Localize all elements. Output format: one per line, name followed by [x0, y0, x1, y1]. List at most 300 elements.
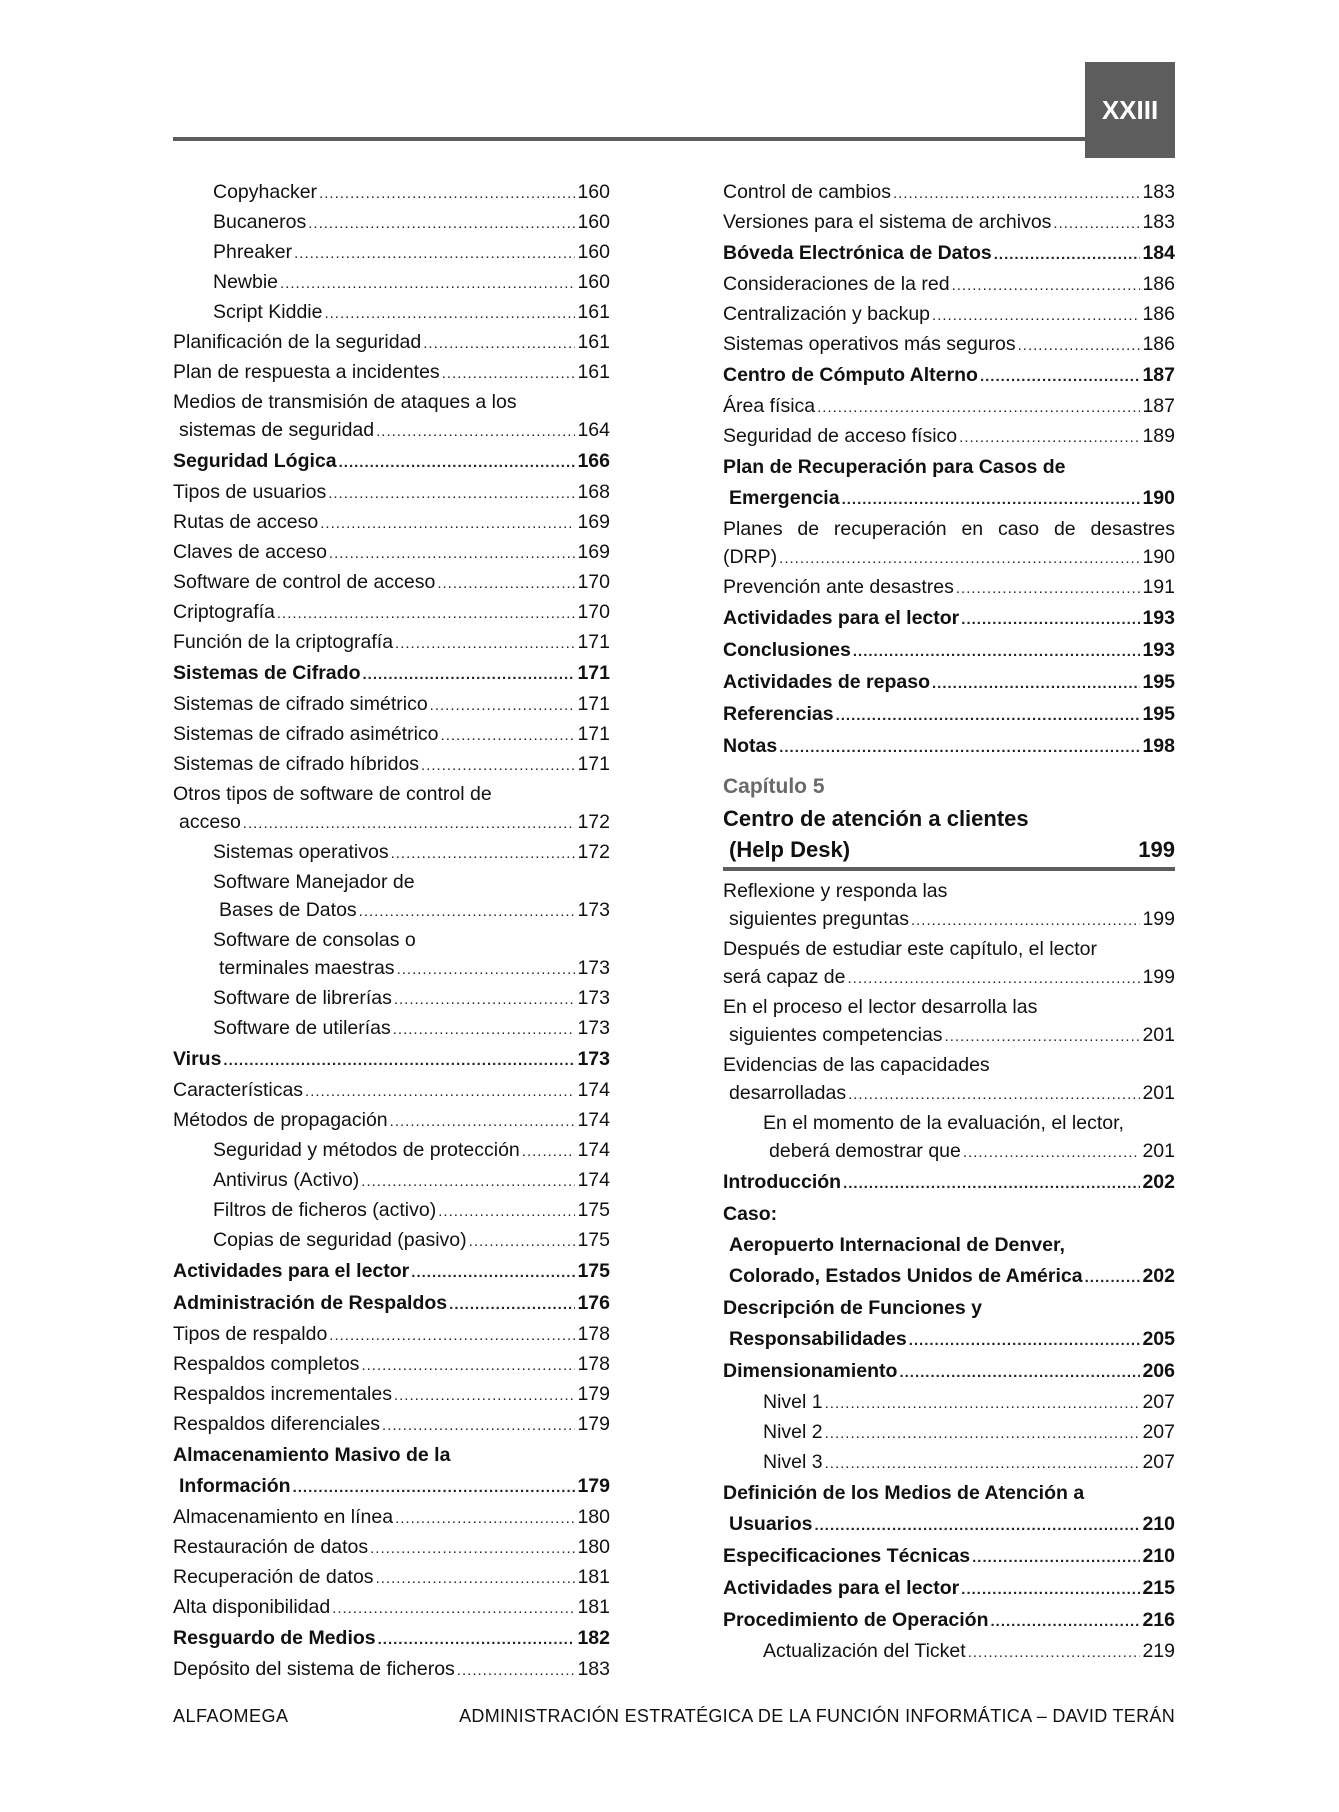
- toc-entry-page: 190: [1142, 487, 1175, 509]
- toc-entry-page: 186: [1142, 273, 1175, 295]
- dot-leader: [848, 965, 1141, 993]
- toc-entry: [723, 1079, 1175, 1109]
- toc-entry-page: 170: [577, 601, 610, 623]
- toc-entry-title: Recuperación de datos: [173, 1566, 374, 1588]
- toc-entry-title: Versiones para el sistema de archivos: [723, 211, 1052, 233]
- dot-leader: [956, 575, 1141, 603]
- toc-entry-title: Respaldos incrementales: [173, 1383, 392, 1405]
- dot-leader: [1018, 332, 1141, 360]
- toc-entry-title: Criptografía: [173, 601, 275, 623]
- toc-entry: [173, 358, 610, 388]
- toc-right-top: [723, 178, 1175, 763]
- toc-entry: [723, 731, 1175, 763]
- toc-entry-title: Filtros de ficheros (activo): [213, 1199, 437, 1221]
- dot-leader: [370, 1535, 575, 1563]
- dot-leader: [932, 302, 1140, 330]
- dot-leader: [1085, 1262, 1141, 1293]
- toc-entry-page: 174: [577, 1079, 610, 1101]
- toc-entry-title: Especificaciones Técnicas: [723, 1545, 971, 1567]
- toc-entry-title: Nivel 1: [763, 1391, 823, 1413]
- toc-entry: [173, 208, 610, 238]
- toc-word: Planes: [723, 518, 783, 540]
- toc-entry-title: Software de librerías: [213, 987, 392, 1009]
- toc-entry-line: Después de estudiar este capítulo, el lector: [723, 938, 1097, 960]
- toc-entry-page: 186: [1142, 333, 1175, 355]
- dot-leader: [277, 600, 576, 628]
- toc-entry-page: 174: [577, 1169, 610, 1191]
- toc-entry-page: 180: [577, 1506, 610, 1528]
- toc-entry: [173, 1166, 610, 1196]
- toc-entry-line: Medios de transmisión de ataques a los: [173, 391, 517, 413]
- toc-entry: [723, 1261, 1175, 1293]
- toc-entry-title: Almacenamiento en línea: [173, 1506, 394, 1528]
- toc-entry: [173, 1471, 610, 1503]
- toc-entry: [723, 1448, 1175, 1478]
- toc-entry-line: Descripción de Funciones y: [723, 1297, 982, 1319]
- toc-word: en: [961, 518, 984, 540]
- dot-leader: [836, 700, 1141, 731]
- toc-entry: [723, 238, 1175, 270]
- toc-entry-title: Respaldos diferenciales: [173, 1413, 381, 1435]
- toc-entry-page: 160: [577, 271, 610, 293]
- toc-entry: [173, 328, 610, 358]
- footer-book-title: ADMINISTRACIÓN ESTRATÉGICA DE LA FUNCIÓN INFORMÁTICA – DAVID TERÁN: [459, 1706, 1175, 1726]
- toc-entry-page: 171: [577, 753, 610, 775]
- toc-entry-title: Administración de Respaldos: [173, 1292, 448, 1314]
- toc-entry-line: Aeropuerto Internacional de Denver,: [729, 1234, 1065, 1256]
- toc-entry-page: 179: [577, 1383, 610, 1405]
- toc-entry-page: 202: [1142, 1265, 1175, 1287]
- toc-entry-page: 179: [577, 1475, 610, 1497]
- dot-leader: [825, 1390, 1141, 1418]
- toc-entry-page: 207: [1142, 1391, 1175, 1413]
- toc-entry-page: 168: [577, 481, 610, 503]
- dot-leader: [421, 752, 575, 780]
- toc-entry: [723, 1541, 1175, 1573]
- toc-entry-title: Claves de acceso: [173, 541, 327, 563]
- toc-entry-page: 205: [1142, 1328, 1175, 1350]
- toc-entry: [173, 538, 610, 568]
- toc-entry-title: Actividades de repaso: [723, 671, 930, 693]
- toc-entry: [723, 1605, 1175, 1637]
- chapter-title-row: [723, 834, 1175, 865]
- toc-entry-title: siguientes competencias: [729, 1024, 943, 1046]
- toc-entry-title: Actividades para el lector: [173, 1260, 410, 1282]
- toc-entry-line: Almacenamiento Masivo de la: [173, 1444, 451, 1466]
- dot-leader: [280, 270, 575, 298]
- toc-entry: [723, 1418, 1175, 1448]
- toc-entry-page: 171: [577, 723, 610, 745]
- toc-entry-title: Antivirus (Activo): [213, 1169, 360, 1191]
- toc-entry: [173, 1226, 610, 1256]
- toc-entry-title: Nivel 3: [763, 1451, 823, 1473]
- toc-entry-title: Alta disponibilidad: [173, 1596, 331, 1618]
- dot-leader: [961, 604, 1140, 635]
- dot-leader: [329, 540, 576, 568]
- toc-entry: [723, 905, 1175, 935]
- toc-entry-title: Sistemas de cifrado asimétrico: [173, 723, 439, 745]
- toc-right-column: [723, 178, 1175, 1667]
- toc-right-bottom: [723, 877, 1175, 1667]
- toc-entry-title: Actividades para el lector: [723, 1577, 960, 1599]
- dot-leader: [395, 1505, 575, 1533]
- toc-entry-page: 201: [1142, 1024, 1175, 1046]
- toc-entry-page: 172: [577, 811, 610, 833]
- toc-entry-title: Colorado, Estados Unidos de América: [729, 1265, 1083, 1287]
- dot-leader: [961, 1574, 1140, 1605]
- dot-leader: [391, 840, 576, 868]
- toc-entry-page: 173: [577, 987, 610, 1009]
- toc-entry-page: 183: [1142, 211, 1175, 233]
- toc-entry: [723, 699, 1175, 731]
- dot-leader: [361, 1168, 575, 1196]
- dot-leader: [779, 545, 1140, 573]
- toc-word: caso: [997, 518, 1040, 540]
- toc-entry-title: Procedimiento de Operación: [723, 1609, 989, 1631]
- toc-entry: [173, 1076, 610, 1106]
- toc-entry: [723, 392, 1175, 422]
- toc-entry: [173, 838, 610, 868]
- toc-entry-page: 160: [577, 211, 610, 233]
- dot-leader: [945, 1023, 1141, 1051]
- toc-entry-page: 198: [1142, 735, 1175, 757]
- toc-entry-page: 174: [577, 1139, 610, 1161]
- toc-entry-title: Tipos de respaldo: [173, 1323, 328, 1345]
- toc-entry-page: 182: [577, 1627, 610, 1649]
- toc-entry-title: Sistemas operativos más seguros: [723, 333, 1016, 355]
- dot-leader: [324, 300, 575, 328]
- toc-entry: [173, 238, 610, 268]
- toc-entry: [173, 1106, 610, 1136]
- toc-entry-line: Plan de Recuperación para Casos de: [723, 456, 1066, 478]
- chapter-title: Centro de atención a clientes: [723, 806, 1029, 831]
- toc-entry: [173, 1503, 610, 1533]
- toc-entry-page: 173: [577, 899, 610, 921]
- toc-entry-line: Otros tipos de software de control de: [173, 783, 492, 805]
- toc-entry: [173, 720, 610, 750]
- dot-leader: [320, 510, 575, 538]
- dot-leader: [332, 1595, 575, 1623]
- toc-entry-page: 191: [1142, 576, 1175, 598]
- toc-entry-title: Área física: [723, 395, 816, 417]
- dot-leader: [952, 272, 1141, 300]
- toc-entry-line: Software Manejador de: [213, 871, 415, 893]
- dot-leader: [294, 240, 575, 268]
- toc-entry-title: Dimensionamiento: [723, 1360, 898, 1382]
- dot-leader: [362, 659, 575, 690]
- dot-leader: [469, 1228, 576, 1256]
- toc-entry: [723, 1637, 1175, 1667]
- toc-entry-line: En el momento de la evaluación, el lector,: [763, 1112, 1124, 1134]
- toc-entry-title: Tipos de usuarios: [173, 481, 327, 503]
- toc-entry-title: Control de cambios: [723, 181, 891, 203]
- dot-leader: [843, 1168, 1140, 1199]
- dot-leader: [893, 180, 1140, 208]
- toc-entry-title: Actividades para el lector: [723, 607, 960, 629]
- dot-leader: [442, 360, 576, 388]
- dot-leader: [522, 1138, 576, 1166]
- toc-entry-page: 164: [577, 419, 610, 441]
- page-number-tab: [1085, 62, 1175, 158]
- dot-leader: [842, 484, 1141, 515]
- dot-leader: [339, 447, 576, 478]
- toc-entry-title: Consideraciones de la red: [723, 273, 950, 295]
- dot-leader: [382, 1412, 575, 1440]
- toc-entry-page: 201: [1142, 1140, 1175, 1162]
- toc-entry-page: 183: [1142, 181, 1175, 203]
- toc-entry: [723, 635, 1175, 667]
- toc-entry-page: 199: [1142, 908, 1175, 930]
- header-rule: [173, 137, 1085, 141]
- toc-entry: [173, 1380, 610, 1410]
- dot-leader: [1053, 210, 1140, 238]
- toc-entry-page: 173: [577, 1017, 610, 1039]
- toc-entry-title: Planificación de la seguridad: [173, 331, 422, 353]
- toc-entry-title: sistemas de seguridad: [179, 419, 375, 441]
- toc-entry-page: 216: [1142, 1609, 1175, 1631]
- toc-entry-page: 176: [577, 1292, 610, 1314]
- toc-entry-page: 187: [1142, 395, 1175, 417]
- toc-entry-title: acceso: [179, 811, 241, 833]
- toc-entry: [173, 1533, 610, 1563]
- toc-word: desastres: [1090, 518, 1175, 540]
- toc-entry-title: Usuarios: [729, 1513, 813, 1535]
- toc-entry: [723, 1324, 1175, 1356]
- toc-entry-page: 210: [1142, 1513, 1175, 1535]
- dot-leader: [437, 570, 575, 598]
- toc-entry-line: Software de consolas o: [213, 929, 416, 951]
- dot-leader: [430, 692, 576, 720]
- dot-leader: [376, 1565, 576, 1593]
- toc-entry: [723, 178, 1175, 208]
- toc-entry-title: Resguardo de Medios: [173, 1627, 376, 1649]
- dot-leader: [449, 1289, 575, 1320]
- toc-entry-title: Rutas de acceso: [173, 511, 319, 533]
- dot-leader: [359, 898, 576, 926]
- toc-entry-page: 207: [1142, 1451, 1175, 1473]
- toc-entry-page: 195: [1142, 671, 1175, 693]
- toc-entry-title: Referencias: [723, 703, 834, 725]
- toc-entry-title: Bóveda Electrónica de Datos: [723, 242, 992, 264]
- toc-entry: [723, 1573, 1175, 1605]
- toc-entry-page: 175: [577, 1260, 610, 1282]
- toc-entry-page: 189: [1142, 425, 1175, 447]
- toc-entry-page: 178: [577, 1323, 610, 1345]
- toc-entry: [173, 690, 610, 720]
- page-number: XXIII: [1101, 94, 1159, 125]
- toc-entry-title: Newbie: [213, 271, 279, 293]
- toc-entry-title: Nivel 2: [763, 1421, 823, 1443]
- toc-entry-title: Copias de seguridad (pasivo): [213, 1229, 467, 1251]
- toc-entry: [173, 1593, 610, 1623]
- toc-entry: [173, 1655, 610, 1685]
- toc-entry-line: Caso:: [723, 1203, 778, 1225]
- dot-leader: [395, 630, 575, 658]
- toc-entry-page: 181: [577, 1596, 610, 1618]
- toc-entry: [173, 1014, 610, 1044]
- toc-entry-page: 190: [1142, 546, 1175, 568]
- toc-entry: [723, 1356, 1175, 1388]
- dot-leader: [393, 1016, 576, 1044]
- toc-entry-line: Reflexione y responda las: [723, 880, 948, 902]
- dot-leader: [963, 1139, 1141, 1167]
- toc-entry-title: Sistemas de cifrado simétrico: [173, 693, 428, 715]
- toc-entry-title: Sistemas operativos: [213, 841, 389, 863]
- toc-entry-page: 160: [577, 241, 610, 263]
- toc-entry-page: 166: [577, 450, 610, 472]
- toc-entry-title: Seguridad de acceso físico: [723, 425, 958, 447]
- dot-leader: [932, 668, 1140, 699]
- toc-entry-title: terminales maestras: [219, 957, 395, 979]
- toc-entry-title: siguientes preguntas: [729, 908, 909, 930]
- toc-entry-title: Información: [179, 1475, 291, 1497]
- toc-entry: [173, 1288, 610, 1320]
- dot-leader: [825, 1450, 1141, 1478]
- toc-entry-page: 169: [577, 541, 610, 563]
- toc-entry: [723, 422, 1175, 452]
- toc-entry-title: Respaldos completos: [173, 1353, 360, 1375]
- dot-leader: [980, 361, 1141, 392]
- dot-leader: [308, 210, 575, 238]
- toc-entry-title: deberá demostrar que: [769, 1140, 961, 1162]
- toc-entry: [173, 598, 610, 628]
- toc-entry-title: Restauración de datos: [173, 1536, 369, 1558]
- dot-leader: [293, 1472, 576, 1503]
- dot-leader: [361, 1352, 575, 1380]
- toc-entry: [723, 300, 1175, 330]
- dot-leader: [411, 1257, 575, 1288]
- dot-leader: [329, 1322, 575, 1350]
- toc-entry-page: 180: [577, 1536, 610, 1558]
- dot-leader: [848, 1081, 1140, 1109]
- toc-entry-page: 184: [1142, 242, 1175, 264]
- dot-leader: [223, 1045, 575, 1076]
- toc-entry: [723, 573, 1175, 603]
- dot-leader: [394, 1382, 576, 1410]
- toc-entry-page: 178: [577, 1353, 610, 1375]
- dot-leader: [376, 418, 575, 446]
- toc-entry-page: 210: [1142, 1545, 1175, 1567]
- toc-entry: [723, 270, 1175, 300]
- chapter-subtitle: (Help Desk): [729, 837, 851, 862]
- toc-entry-page: 187: [1142, 364, 1175, 386]
- toc-entry-title: Script Kiddie: [213, 301, 323, 323]
- toc-entry: [723, 1509, 1175, 1541]
- toc-entry-title: Software de utilerías: [213, 1017, 391, 1039]
- toc-entry-page: 160: [577, 181, 610, 203]
- dot-leader: [779, 732, 1140, 763]
- toc-entry-title: Virus: [173, 1048, 222, 1070]
- toc-entry-page: 173: [577, 957, 610, 979]
- toc-entry-page: 195: [1142, 703, 1175, 725]
- dot-leader: [909, 1325, 1141, 1356]
- chapter-label: Capítulo 5: [723, 775, 825, 798]
- dot-leader: [814, 1510, 1140, 1541]
- toc-entry: [173, 568, 610, 598]
- toc-entry: [173, 1410, 610, 1440]
- toc-entry: [723, 1388, 1175, 1418]
- toc-entry-page: 193: [1142, 639, 1175, 661]
- toc-entry-page: 175: [577, 1229, 610, 1251]
- toc-entry-page: 175: [577, 1199, 610, 1221]
- toc-entry: [173, 478, 610, 508]
- toc-entry: [173, 658, 610, 690]
- toc-entry: [723, 360, 1175, 392]
- toc-entry-title: Plan de respuesta a incidentes: [173, 361, 440, 383]
- toc-entry-title: Prevención ante desastres: [723, 576, 954, 598]
- dot-leader: [968, 1639, 1141, 1667]
- toc-entry-page: 193: [1142, 607, 1175, 629]
- toc-entry-title: Sistemas de cifrado híbridos: [173, 753, 420, 775]
- toc-entry-title: Software de control de acceso: [173, 571, 436, 593]
- toc-entry: [173, 1320, 610, 1350]
- dot-leader: [328, 480, 575, 508]
- toc-entry-title: Sistemas de Cifrado: [173, 662, 361, 684]
- toc-entry-page: 161: [577, 331, 610, 353]
- toc-entry-page: 206: [1142, 1360, 1175, 1382]
- dot-leader: [394, 986, 576, 1014]
- dot-leader: [441, 722, 576, 750]
- toc-entry: [723, 667, 1175, 699]
- toc-entry-page: 207: [1142, 1421, 1175, 1443]
- toc-entry-title: Actualización del Ticket: [763, 1640, 966, 1662]
- toc-entry-page: 183: [577, 1658, 610, 1680]
- toc-entry: [723, 483, 1175, 515]
- dot-leader: [825, 1420, 1141, 1448]
- toc-entry: [723, 963, 1175, 993]
- toc-entry-page: 161: [577, 301, 610, 323]
- toc-entry-line: Evidencias de las capacidades: [723, 1054, 990, 1076]
- toc-entry-title: Introducción: [723, 1171, 842, 1193]
- dot-leader: [911, 907, 1140, 935]
- dot-leader: [305, 1078, 575, 1106]
- toc-entry-page: 169: [577, 511, 610, 533]
- toc-entry-title: (DRP): [723, 546, 778, 568]
- toc-entry: [173, 628, 610, 658]
- toc-entry-line: [723, 515, 1175, 543]
- toc-entry: [723, 543, 1175, 573]
- dot-leader: [972, 1542, 1140, 1573]
- toc-entry-page: 179: [577, 1413, 610, 1435]
- dot-leader: [899, 1357, 1140, 1388]
- dot-leader: [423, 330, 575, 358]
- toc-entry: [173, 808, 610, 838]
- chapter-heading: [723, 771, 1175, 871]
- toc-entry-page: 171: [577, 631, 610, 653]
- toc-entry-page: 202: [1142, 1171, 1175, 1193]
- toc-entry-title: Phreaker: [213, 241, 293, 263]
- toc-entry-page: 170: [577, 571, 610, 593]
- dot-leader: [853, 636, 1141, 667]
- toc-entry-page: 172: [577, 841, 610, 863]
- toc-entry-page: 171: [577, 693, 610, 715]
- toc-left-column: [173, 178, 610, 1685]
- toc-entry-title: Centro de Cómputo Alterno: [723, 364, 978, 386]
- toc-entry-page: 219: [1142, 1640, 1175, 1662]
- toc-entry-page: 171: [577, 662, 610, 684]
- toc-entry: [723, 1167, 1175, 1199]
- toc-entry: [173, 508, 610, 538]
- toc-entry: [723, 330, 1175, 360]
- toc-word: de: [1053, 518, 1076, 540]
- footer-publisher: ALFAOMEGA: [173, 1706, 289, 1726]
- toc-entry-page: 215: [1142, 1577, 1175, 1599]
- toc-entry: [723, 603, 1175, 635]
- toc-entry-title: Emergencia: [729, 487, 840, 509]
- dot-leader: [438, 1198, 575, 1226]
- toc-entry: [173, 1563, 610, 1593]
- toc-entry-title: será capaz de: [723, 966, 846, 988]
